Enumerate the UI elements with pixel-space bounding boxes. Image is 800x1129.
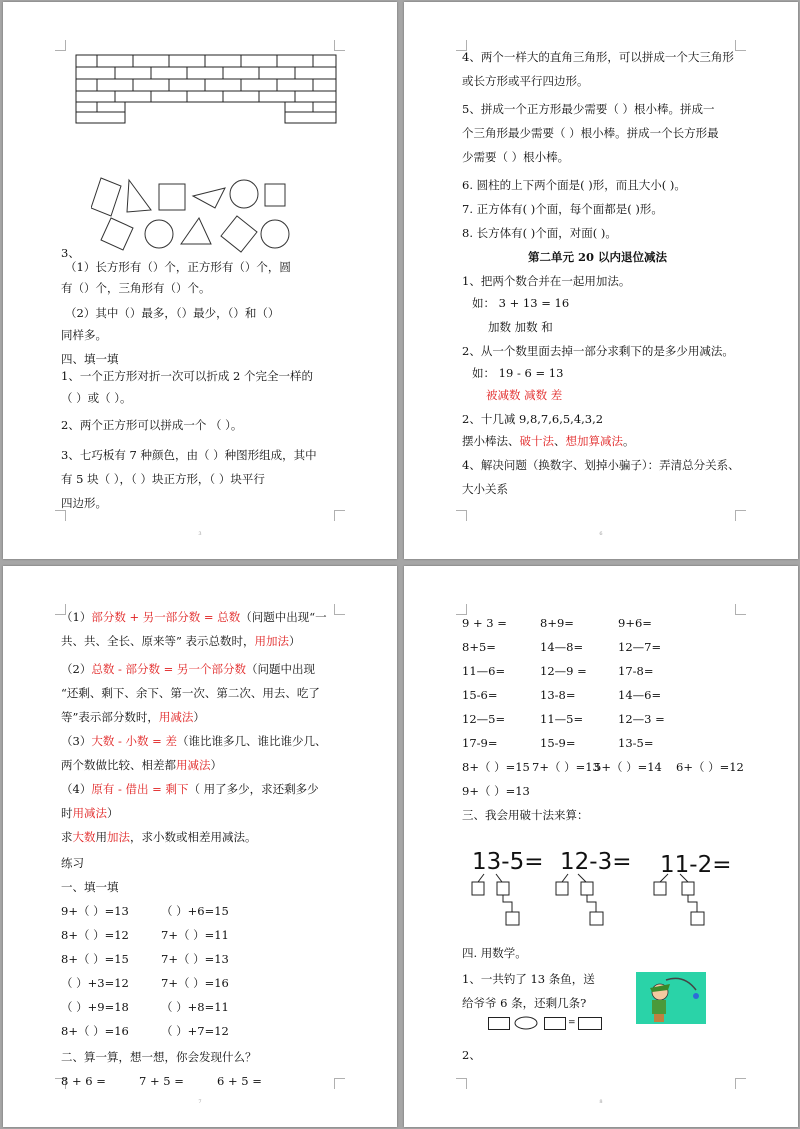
calc-expression: 12—9 = [540,664,587,678]
calc-expression: 6 + 5 = [217,1074,262,1088]
rule-2-line-a [61,662,315,676]
crop-mark-icon [334,604,345,615]
item-4-line-b: 或长方形或平行四边形。 [462,74,589,88]
rule-text: （ 用了多少，求还剩多少 [188,782,319,796]
fill-expression: （ ）+9=18 [61,1000,129,1014]
fill-1-line-b: （ ）或（ ）。 [61,391,132,405]
crop-mark-icon [456,604,467,615]
fill-row [61,976,229,990]
fill-3-line-b: 有 5 块（ ），（ ）块正方形，（ ）块平行 [61,472,265,486]
calc-expression: 13-5= [618,736,654,750]
item-4-line-a: 4、两个一样大的直角三角形，可以拼成一个大三角形 [462,50,734,64]
fill-expression: 7+（ ）=13 [532,760,600,774]
rule-formula: 部分数 + 另一部分数 = 总数 [91,610,241,624]
fill-expression: 8+（ ）=12 [61,928,129,942]
crop-mark-icon [334,40,345,51]
fill-3-line-c: 四边形。 [61,496,107,510]
fill-expression: 7+（ ）=16 [161,976,229,990]
rule-4-line-a [61,782,319,796]
calc-expression: 14—8= [540,640,584,654]
subtraction-example: 如： 19 - 6 = 13 [472,366,564,380]
rule-text: ，求小数或相差用减法。 [130,830,257,844]
rule-4-line-b [61,806,119,820]
calc-expression: 17-8= [618,664,654,678]
fill-expression: （ ）+8=11 [161,1000,229,1014]
crop-mark-icon [735,510,746,521]
calc-expression: 14—6= [618,688,662,702]
fill-row [61,904,229,918]
equals-sign: = [568,1018,576,1028]
brick-wall-figure [75,54,337,124]
question-3-2-line-b: 同样多。 [61,328,107,342]
crop-mark-icon [55,40,66,51]
break-ten-diagram [464,872,744,934]
calc-expression: 8+5= [462,640,496,654]
section-2-heading: 二、算一算，想一想，你会发现什么？ [61,1050,257,1064]
document-page-7 [3,566,397,1127]
rule-1-line-a [61,610,327,624]
item-5-line-b: 个三角形最少需要（ ）根小棒。拼成一个长方形最 [462,126,719,140]
calc-row [462,712,665,726]
rule-text: 求 [61,830,73,844]
unit-item-1: 1、把两个数合并在一起用加法。 [462,274,631,288]
calc-row [462,640,661,654]
fill-expression: （ ）+7=12 [161,1024,229,1038]
problem-1-line-a: 1、一共钓了 13 条鱼，送 [462,972,595,986]
answer-box-2[interactable] [544,1017,566,1030]
unit-2-title: 第二单元 20 以内退位减法 [528,250,668,264]
fill-1-line-a: 1、一个正方形对折一次可以折成 2 个完全一样的 [61,369,313,383]
calc-row [61,1074,262,1088]
rule-formula: 原有 - 借出 = 剩下 [91,782,189,796]
addition-example: 如： 3 + 13 = 16 [472,296,570,310]
rule-operation: 用加法 [254,634,290,648]
calc-expression: 9 + 3 = [462,616,507,630]
square-shape [265,184,285,206]
unit-item-4-line-a: 4、解决问题（换数字、划掉小骗子）：弄清总分关系、 [462,458,740,472]
answer-box-3[interactable] [578,1017,602,1030]
rule-number: （4） [61,782,92,796]
rule-end: ） [289,634,301,648]
method-text: 摆小棒法、 [462,434,520,448]
crop-mark-icon [735,40,746,51]
fishing-boy-icon [636,972,706,1024]
calc-row [462,616,652,630]
question-3-1-line-b: 有（）个，三角形有（）个。 [61,281,211,295]
fill-3-line-a: 3、七巧板有 7 种颜色，由（ ）种图形组成，其中 [61,448,317,462]
calc-expression: 8 + 6 = [61,1074,106,1088]
rule-end: ） [107,806,119,820]
break-ten-equation: 12-3= [560,849,632,875]
rule-2-line-b: “还剩、剩下、余下、第一次、第二次、用去、吃了 [61,686,320,700]
unit-item-3: 2、十几减 9,8,7,6,5,4,3,2 [462,412,604,426]
fill-row [61,1000,229,1014]
method-end: 。 [623,434,635,448]
rule-text: （谁比谁多几、谁比谁少几、 [176,734,327,748]
break-ten-equation: 11-2= [660,852,732,878]
rule-text: （问题中出现 [245,662,315,676]
calc-expression: 15-6= [462,688,498,702]
rule-number: （2） [61,662,92,676]
fill-expression: 7+（ ）=11 [161,928,229,942]
unit-item-4-line-b: 大小关系 [462,482,508,496]
calc-expression: 15-9= [540,736,576,750]
problem-1-line-b: 给爷爷 6 条，还剩几条? [462,996,587,1010]
rule-text: 两个数做比较、相差都 [61,758,176,772]
item-5-line-c: 少需要（ ）根小棒。 [462,150,570,164]
answer-box-1[interactable] [488,1017,510,1030]
crop-mark-icon [456,1078,467,1089]
calc-row [462,736,653,750]
shapes-figure [91,174,291,254]
circle-shape [230,180,258,208]
rule-term: 大数 [72,830,96,844]
question-3-1-line-a: （1）长方形有（）个，正方形有（）个，圆 [65,260,291,274]
fill-expression: 7+（ ）=13 [161,952,229,966]
section-4-heading: 四. 用数学。 [462,946,527,960]
crop-mark-icon [456,510,467,521]
circle-shape [261,220,289,248]
fill-expression: 8+（ ）=15 [462,760,530,774]
calc-expression: 7 + 5 = [139,1074,184,1088]
rule-formula: 大数 - 小数 = 差 [91,734,177,748]
fill-row [61,928,229,942]
crop-mark-icon [735,604,746,615]
method-separator: 、 [554,434,566,448]
rule-end: ） [210,758,222,772]
square-shape [159,184,185,210]
fill-expression: （ ）+6=15 [161,904,229,918]
calc-expression: 12—5= [462,712,506,726]
fill-expression: 6+（ ）=12 [676,760,744,774]
missing-addend-row [462,784,530,798]
fill-row [61,1024,229,1038]
page-number: 6 [599,531,603,537]
rule-operation: 用减法 [176,758,211,772]
rule-number: （3） [61,734,92,748]
square-shape [101,218,133,250]
unit-item-2: 2、从一个数里面去掉一部分求剩下的是多少用减法。 [462,344,734,358]
triangle-shape [127,180,151,212]
crop-mark-icon [735,1078,746,1089]
fill-row [61,952,229,966]
triangle-shape [193,188,225,208]
calc-expression: 9+6= [618,616,652,630]
fill-expression: 9+（ ）=13 [462,784,530,798]
fill-2-line: 2、两个正方形可以拼成一个 （ ）。 [61,418,243,432]
rule-2-line-c [61,710,205,724]
rule-formula: 总数 - 部分数 = 另一个部分数 [91,662,246,676]
rule-text: 用 [95,830,107,844]
square-shape [221,216,257,252]
question-3-label: 3、 [61,246,80,260]
document-page-8 [404,566,798,1127]
triangle-shape [181,218,211,244]
calc-expression: 11—6= [462,664,506,678]
section-1-heading: 一、填一填 [61,880,119,894]
crop-mark-icon [334,510,345,521]
method-think-add: 想加算减法 [565,434,623,448]
rule-text: 等”表示部分数时， [61,710,159,724]
calc-row [462,664,653,678]
rule-3-line-b [61,758,222,772]
item-6-line: 6. 圆柱的上下两个面是( )形，而且大小( )。 [462,178,686,192]
item-8-line: 8. 长方体有( )个面，对面( )。 [462,226,617,240]
fill-expression: 9+（ ）=13 [61,904,129,918]
rule-text: 共、共、全长、原来等” 表示总数时， [61,634,255,648]
page-number: 8 [599,1099,603,1105]
crop-mark-icon [334,1078,345,1089]
rule-end: ） [193,710,205,724]
fill-expression: 5+（ ）=14 [594,760,662,774]
document-page-3 [3,2,397,559]
question-3-2-line-a: （2）其中（）最多，（）最少，（）和（） [65,306,280,320]
fill-expression: （ ）+3=12 [61,976,129,990]
calc-expression: 17-9= [462,736,498,750]
rule-text: 时 [61,806,73,820]
rule-3-line-a [61,734,326,748]
rule-1-line-b [61,634,301,648]
crop-mark-icon [55,510,66,521]
problem-2-label: 2、 [462,1048,481,1062]
fill-expression: 8+（ ）=15 [61,952,129,966]
oval-operator-box[interactable] [514,1016,538,1030]
item-7-line: 7. 正方体有( )个面，每个面都是( )形。 [462,202,663,216]
rule-text: （问题中出现“一 [240,610,327,624]
section-3-heading: 三、我会用破十法来算： [462,808,589,822]
practice-heading: 练习 [61,856,84,870]
method-break-ten: 破十法 [519,434,554,448]
addition-terms: 加数 加数 和 [488,320,553,334]
circle-shape [145,220,173,248]
calc-expression: 13-8= [540,688,576,702]
section-4-heading: 四、填一填 [61,352,119,366]
methods-line [462,434,635,448]
rule-operation: 加法 [107,830,130,844]
missing-addend-row [462,760,744,774]
calc-row [462,688,661,702]
fill-expression: 8+（ ）=16 [61,1024,129,1038]
document-page-6 [404,2,798,559]
rule-number: （1） [61,610,92,624]
page-number: 7 [198,1099,202,1105]
break-ten-equation: 13-5= [472,849,544,875]
calc-expression: 8+9= [540,616,574,630]
rule-operation: 用减法 [158,710,194,724]
calc-expression: 11—5= [540,712,584,726]
item-5-line-a: 5、拼成一个正方形最少需要（ ）根小棒。拼成一 [462,102,715,116]
calc-expression: 12—7= [618,640,662,654]
calc-expression: 12—3 = [618,712,665,726]
rectangle-shape [91,178,121,216]
subtraction-terms: 被减数 减数 差 [486,388,563,402]
rule-5-line [61,830,257,844]
rule-operation: 用减法 [72,806,107,820]
page-number: 3 [198,531,202,537]
